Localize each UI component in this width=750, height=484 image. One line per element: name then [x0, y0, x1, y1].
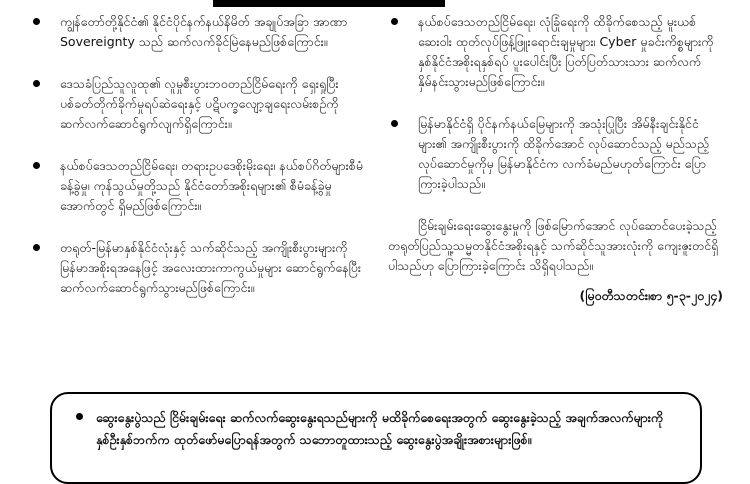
list-item-text: ဒေသခံပြည်သူလူထု၏ လူမှုစီးပွားဘဝတည်ငြိမ်ရေးကို ရှေးရှုပြီး ပစ်ခတ်တိုက်ခိုက်မှုရပ်ဆဲရေးနှင့် ပဋိပက္ခလျော့ချရေးလမ်းစဉ်ကို ဆက်လက်ဆောင်ရွက်လျက်ရှိကြောင်း။ — [60, 76, 339, 131]
list-item-text: နယ်စပ်ဒေသတည်ငြိမ်ရေး၊ တရားဥပဒေစိုးမိုးရေး၊ နယ်စပ်ဂိတ်များစီမံခန့်ခွဲမှု၊ ကုန်သွယ်မှုတို့သည် နိုင်ငံတော်အစိုးရများ၏ စီမံခန့်ခွဲမှုအောက်တွင် ရှိမည်ဖြစ်ကြောင်း။ — [60, 158, 364, 213]
list-item — [388, 12, 723, 92]
callout-text: ဆွေးနွေးပွဲသည် ငြိမ်းချမ်းရေး ဆက်လက်ဆွေးနွေးရသည်များကို မထိခိုက်စေရေးအတွက် ဆွေးနွေးခဲ့သည့် အချက်အလက်များကို နှစ်ဦးနှစ်ဘက်က ထုတ်ဖော်မပြောရန်အတွက် သဘောတူထားသည့် ဆွေးနွေးပွဲအချိုးအစားများဖြစ်။ — [96, 410, 664, 447]
bullet-icon — [33, 162, 40, 169]
bullet-icon — [391, 18, 398, 25]
header-bar — [213, 0, 445, 7]
callout-box — [50, 392, 702, 484]
bullet-icon — [33, 244, 40, 251]
list-item — [30, 74, 365, 134]
list-item-text: ကျွန်တော်တို့နိုင်ငံ၏ နိုင်ငံပိုင်နက်နယ်နိမိတ် အချုပ်အခြာ အာဏာ Sovereignty သည် ဆက်လက်ခိုင်မြဲနေမည်ဖြစ်ကြောင်း။ — [60, 14, 348, 49]
bullet-icon — [33, 18, 40, 25]
bullet-icon — [33, 80, 40, 87]
list-item — [388, 114, 723, 194]
list-item — [30, 156, 365, 216]
body-paragraph: ငြိမ်းချမ်းရေးဆွေးနွေးမှုကို ဖြစ်မြောက်အောင် လုပ်ဆောင်ပေးခဲ့သည့် တရုတ်ပြည်သူ့သမ္မတနိုင်ငံအစိုးရနှင့် သက်ဆိုင်သူအားလုံးကို ကျေးဇူးတင်ရှိပါသည်ဟု ပြောကြားခဲ့ကြောင်း သိရှိရပါသည်။ — [388, 218, 719, 273]
list-item-text: နယ်စပ်ဒေသတည်ငြိမ်ရေး၊ လုံခြုံရေးကို ထိခိုက်စေသည့် မူးယစ်ဆေးဝါး ထုတ်လုပ်ဖြန့်ဖြူးရောင်းချမှုများ၊ Cyber မှုခင်းကိစ္စများကို နှစ်နိုင်ငံအစိုးရနှစ်ရပ် ပူးပေါင်းပြီး ပြတ်ပြတ်သားသား ဆက်လက်နှိမ်နင်းသွားမည်ဖြစ်ကြောင်း။ — [418, 14, 714, 89]
right-column — [388, 12, 723, 306]
list-item — [30, 12, 365, 52]
list-item-text: တရုတ်-မြန်မာနှစ်နိုင်ငံလုံးနှင့် သက်ဆိုင်သည့် အကျိုးစီးပွားများကို မြန်မာအစိုးရအနေဖြင့် အလေးထားကာကွယ်မှုများ ဆောင်ရွက်နေပြီး ဆက်လက်ဆောင်ရွက်သွားမည်ဖြစ်ကြောင်း။ — [60, 240, 362, 295]
list-item — [30, 238, 365, 298]
list-item-text: မြန်မာနိုင်ငံရှိ ပိုင်နက်နယ်မြေများကို အသုံးပြုပြီး အိမ်နီးချင်းနိုင်ငံများ၏ အကျိုးစီးပွားကို ထိခိုက်အောင် လုပ်ဆောင်သည့် မည်သည့်လုပ်ဆောင်မှုကိုမှ မြန်မာနိုင်ငံက လက်ခံမည်မဟုတ်ကြောင်း ပြောကြားခဲ့ပါသည်။ — [418, 116, 710, 191]
left-column — [30, 12, 365, 320]
source-date: (မြဝတီသတင်း၊စာ ၅-၃-၂၀၂၄) — [579, 288, 723, 303]
bullet-icon — [76, 413, 83, 420]
bullet-icon — [391, 120, 398, 127]
